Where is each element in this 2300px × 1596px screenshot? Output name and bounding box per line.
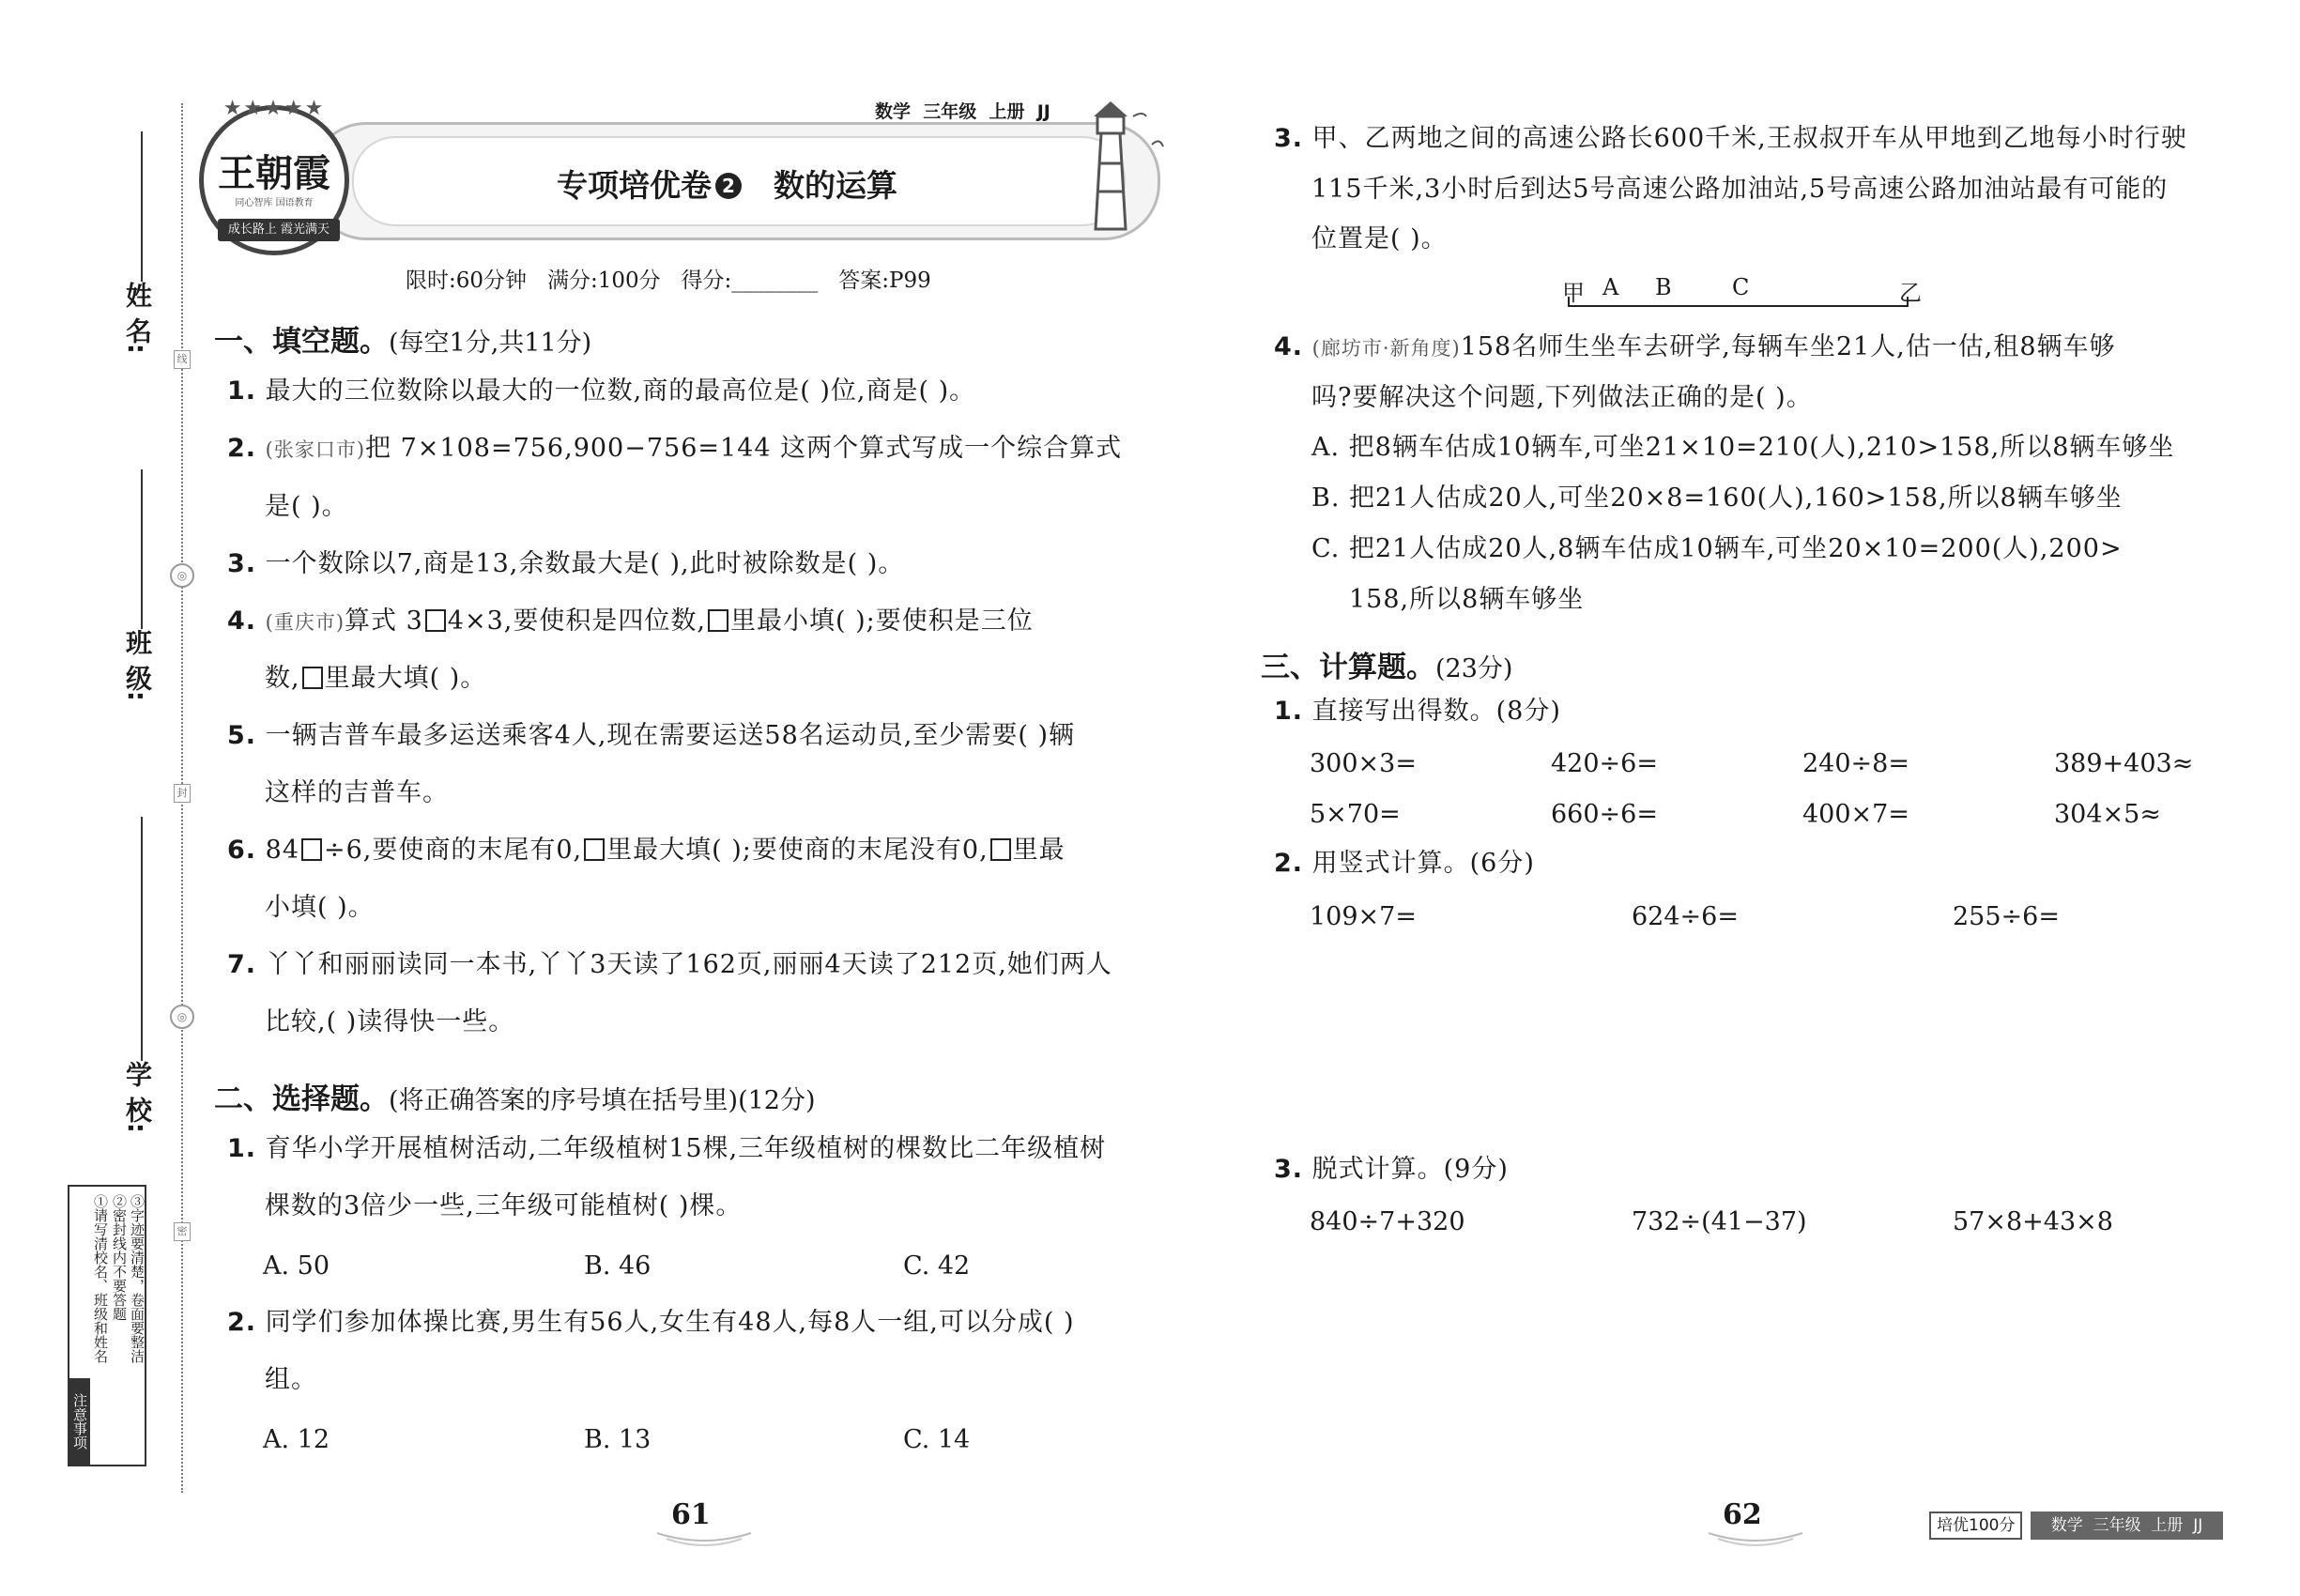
section-1-note: (每空1分,共11分) bbox=[389, 329, 592, 358]
q-text: 直接写出得数。(8分) bbox=[1311, 697, 1561, 726]
q-text: 用竖式计算。(6分) bbox=[1311, 849, 1535, 878]
school-underline bbox=[141, 817, 143, 1061]
choice-q3-line2: 115千米,3小时后到达5号高速公路加油站,5号高速公路加油站最有可能的 bbox=[1311, 175, 2169, 204]
calc1-item: 389+403≈ bbox=[2054, 749, 2194, 778]
q-text-a: 数, bbox=[265, 664, 300, 693]
answer-box bbox=[990, 838, 1011, 861]
calc2-item: 109×7= bbox=[1310, 902, 1417, 931]
q-number: 2. bbox=[227, 1308, 257, 1337]
section-1-title: 一、填空题。 bbox=[214, 325, 389, 359]
choice-q3 bbox=[1274, 126, 2187, 151]
choice-q4-option-a: A. 把8辆车估成10辆车,可坐21×10=210(人),210>158,所以8辆车够坐 bbox=[1311, 433, 2175, 462]
q-text-b: 里最大填( )。 bbox=[324, 664, 487, 693]
section-3-heading bbox=[1261, 643, 1512, 685]
road-label-a: A bbox=[1602, 274, 1619, 300]
brand-banner: 成长路上 霞光满天 bbox=[218, 219, 340, 241]
calc1-item: 240÷8= bbox=[1802, 749, 1909, 778]
choice-q1-option-b: B. 46 bbox=[584, 1251, 652, 1281]
section-1-heading bbox=[214, 317, 591, 360]
subject-line: 数学 三年级 上册 JJ bbox=[875, 101, 1050, 122]
calc3-item: 840÷7+320 bbox=[1310, 1207, 1465, 1236]
page-number-right: 62 bbox=[1723, 1498, 1762, 1531]
calc2-heading bbox=[1274, 851, 1535, 876]
calc1-item: 400×7= bbox=[1802, 800, 1909, 829]
calc1-item: 5×70= bbox=[1310, 800, 1401, 829]
q-source: (张家口市) bbox=[265, 438, 366, 461]
q-text: 把 7×108=756,900−756=144 这两个算式写成一个综合算式 bbox=[365, 434, 1123, 463]
choice-q4 bbox=[1274, 334, 2116, 361]
q-number: 2. bbox=[1274, 849, 1304, 878]
seal-mark-1: 线 bbox=[174, 350, 191, 369]
q-text-d: 里最 bbox=[1012, 836, 1066, 865]
calc1-item: 420÷6= bbox=[1551, 749, 1658, 778]
choice-q2-line2: 组。 bbox=[265, 1365, 317, 1394]
page-title bbox=[557, 161, 897, 206]
q-text: 甲、乙两地之间的高速公路长600千米,王叔叔开车从甲地到乙地每小时行驶 bbox=[1311, 124, 2187, 153]
road-label-yi: 乙 bbox=[1899, 280, 1922, 306]
calc1-item: 304×5≈ bbox=[2054, 800, 2161, 829]
notice-item-1: ①请写清校名、班级和姓名 bbox=[92, 1194, 109, 1363]
choice-q2-option-c: C. 14 bbox=[903, 1425, 971, 1454]
q-number: 5. bbox=[227, 721, 257, 750]
notice-item-3: ③字迹要清楚，卷面要整洁 bbox=[129, 1194, 146, 1363]
brand-name: 王朝霞 bbox=[218, 151, 330, 195]
calc2-item: 255÷6= bbox=[1953, 902, 2060, 931]
fill-q2-line2: 是( )。 bbox=[265, 492, 348, 521]
q-number: 2. bbox=[227, 434, 257, 463]
road-label-b: B bbox=[1655, 274, 1672, 300]
choice-q4-option-c-cont: 158,所以8辆车够坐 bbox=[1349, 585, 1585, 614]
q-text-c: 里最大填( );要使商的末尾没有0, bbox=[606, 836, 989, 865]
lighthouse-icon bbox=[1075, 98, 1178, 238]
fill-q4-line2 bbox=[265, 666, 486, 691]
q-number: 1. bbox=[227, 376, 257, 406]
q-text: 158名师生坐车去研学,每辆车坐21人,估一估,租8辆车够 bbox=[1460, 332, 2116, 361]
answer-box bbox=[301, 838, 322, 861]
choice-q3-line3: 位置是( )。 bbox=[1311, 224, 1448, 253]
choice-q2-option-b: B. 13 bbox=[584, 1425, 652, 1454]
choice-q4-option-b: B. 把21人估成20人,可坐20×8=160(人),160>158,所以8辆车够坐 bbox=[1311, 483, 2123, 513]
answer-box bbox=[708, 609, 728, 632]
calc1-item: 660÷6= bbox=[1551, 800, 1658, 829]
choice-q1 bbox=[227, 1136, 1106, 1161]
fill-q3 bbox=[227, 551, 904, 576]
q-text: 育华小学开展植树活动,二年级植树15棵,三年级植树的棵数比二年级植树 bbox=[265, 1134, 1107, 1163]
seal-circle-2: ◎ bbox=[170, 1005, 194, 1029]
calc1-heading bbox=[1274, 698, 1561, 724]
q-number: 4. bbox=[1274, 332, 1304, 361]
school-label: 学 校: bbox=[122, 1061, 153, 1133]
section-3-note: (23分) bbox=[1435, 654, 1513, 683]
q-number: 3. bbox=[1274, 1155, 1304, 1184]
section-2-heading bbox=[214, 1075, 816, 1117]
choice-q4-line2: 吗?要解决这个问题,下列做法正确的是( )。 bbox=[1311, 383, 1813, 412]
road-label-jia: 甲 bbox=[1562, 280, 1585, 306]
seal-circle-1: ◎ bbox=[170, 563, 194, 588]
q-source: (重庆市) bbox=[265, 611, 345, 634]
choice-q1-option-a: A. 50 bbox=[263, 1251, 330, 1281]
calc1-item: 300×3= bbox=[1310, 749, 1417, 778]
road-label-c: C bbox=[1732, 274, 1750, 300]
calc3-item: 57×8+43×8 bbox=[1953, 1207, 2113, 1236]
q-text-a: 84 bbox=[265, 836, 299, 865]
choice-q2 bbox=[227, 1310, 1075, 1335]
page-ornament-right bbox=[1704, 1526, 1807, 1548]
q-number: 3. bbox=[227, 549, 257, 578]
name-underline bbox=[141, 131, 143, 282]
class-label: 班 级: bbox=[122, 629, 153, 701]
choice-q4-option-c: C. 把21人估成20人,8辆车估成10辆车,可坐20×10=200(人),200> bbox=[1311, 534, 2123, 563]
exam-info: 限时:60分钟 满分:100分 得分:________ 答案:P99 bbox=[406, 269, 931, 293]
calc2-item: 624÷6= bbox=[1632, 902, 1739, 931]
q-number: 1. bbox=[1274, 697, 1304, 726]
q-number: 3. bbox=[1274, 124, 1304, 153]
seal-mark-2: 封 bbox=[174, 784, 191, 803]
choice-q1-line2: 棵数的3倍少一些,三年级可能植树( )棵。 bbox=[265, 1191, 743, 1220]
q-text: 最大的三位数除以最大的一位数,商的最高位是( )位,商是( )。 bbox=[265, 376, 976, 406]
name-label: 姓 名: bbox=[122, 282, 153, 354]
section-2-title: 二、选择题。 bbox=[214, 1082, 389, 1116]
title-main: 数的运算 bbox=[774, 167, 897, 204]
page-number-left: 61 bbox=[671, 1498, 711, 1531]
title-prefix: 专项培优卷 bbox=[557, 167, 712, 204]
fill-q6 bbox=[227, 837, 1066, 863]
brand-slogan: 同心智库 国语教育 bbox=[235, 198, 314, 208]
seal-mark-3: 密 bbox=[174, 1222, 191, 1241]
choice-q2-option-a: A. 12 bbox=[263, 1425, 330, 1454]
page-ornament-left bbox=[652, 1526, 756, 1548]
fill-q5 bbox=[227, 723, 1075, 748]
star-icon: ★★★★★ bbox=[222, 97, 326, 120]
notice-title: 注意事项 bbox=[69, 1378, 90, 1465]
q-text-c: 里最小填( );要使积是三位 bbox=[729, 606, 1034, 636]
q-text-b: ÷6,要使商的末尾有0, bbox=[324, 836, 583, 865]
q-text: 脱式计算。(9分) bbox=[1311, 1155, 1509, 1184]
fill-q2 bbox=[227, 436, 1122, 463]
footer-info: 数学 三年级 上册 JJ bbox=[2031, 1512, 2223, 1540]
q-source: (廊坊市·新角度) bbox=[1311, 337, 1461, 360]
answer-box bbox=[584, 838, 605, 861]
notice-box bbox=[68, 1185, 146, 1466]
q-number: 7. bbox=[227, 950, 257, 979]
fill-q7 bbox=[227, 952, 1112, 977]
footer-series-tag: 培优100分 bbox=[1929, 1512, 2022, 1540]
title-number: 2 bbox=[715, 173, 742, 199]
fill-q7-line2: 比较,( )读得快一些。 bbox=[265, 1007, 515, 1036]
fill-q6-line2: 小填( )。 bbox=[265, 893, 375, 922]
q-text: 一个数除以7,商是13,余数最大是( ),此时被除数是( )。 bbox=[265, 549, 905, 578]
answer-box bbox=[425, 609, 446, 632]
fill-q5-line2: 这样的吉普车。 bbox=[265, 778, 449, 807]
q-text-b: 4×3,要使积是四位数, bbox=[447, 606, 706, 636]
q-text-a: 算式 3 bbox=[345, 606, 423, 636]
q-text: 同学们参加体操比赛,男生有56人,女生有48人,每8人一组,可以分成( ) bbox=[265, 1308, 1075, 1337]
section-3-title: 三、计算题。 bbox=[1261, 651, 1435, 684]
answer-box bbox=[302, 667, 323, 689]
q-text: 一辆吉普车最多运送乘客4人,现在需要运送58名运动员,至少需要( )辆 bbox=[265, 721, 1075, 750]
notice-item-2: ②密封线内不要答题 bbox=[111, 1194, 128, 1321]
q-text: 丫丫和丽丽读同一本书,丫丫3天读了162页,丽丽4天读了212页,她们两人 bbox=[265, 950, 1112, 979]
q-number: 4. bbox=[227, 606, 257, 636]
fill-q1 bbox=[227, 378, 975, 404]
q-number: 6. bbox=[227, 836, 257, 865]
section-2-note: (将正确答案的序号填在括号里)(12分) bbox=[389, 1086, 816, 1115]
q-number: 1. bbox=[227, 1134, 257, 1163]
calc3-item: 732÷(41−37) bbox=[1632, 1207, 1807, 1236]
class-underline bbox=[141, 469, 143, 629]
choice-q1-option-c: C. 42 bbox=[903, 1251, 971, 1281]
calc3-heading bbox=[1274, 1157, 1509, 1182]
fill-q4 bbox=[227, 608, 1034, 636]
